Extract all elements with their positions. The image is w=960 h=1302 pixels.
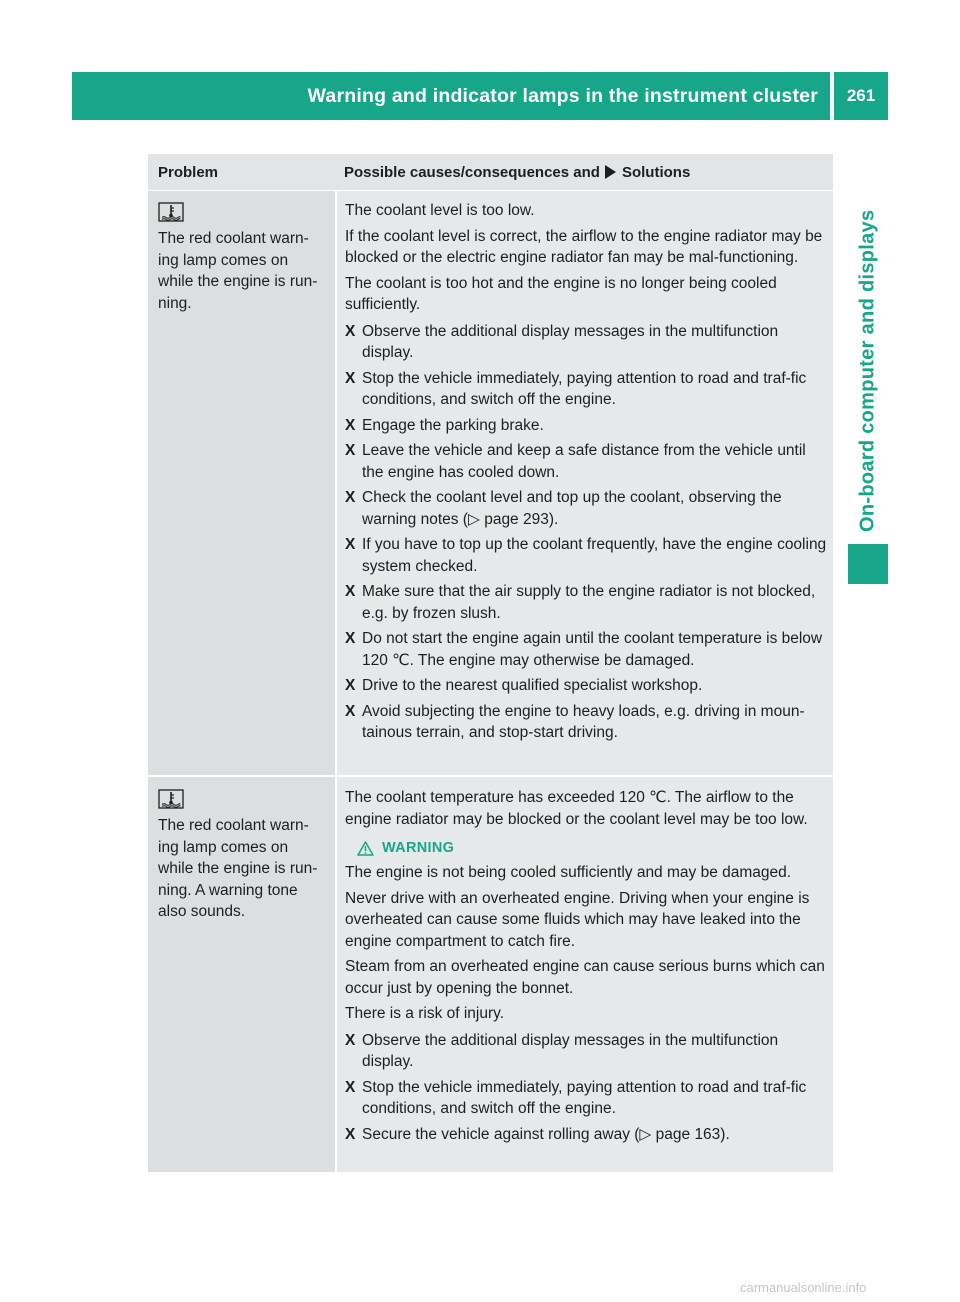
step-marker: X bbox=[345, 630, 356, 647]
step-text: Do not start the engine again until the coolant temperature is below 120 ℃. The engine may otherwise be damaged. bbox=[362, 630, 823, 669]
cause-text: The coolant temperature has exceeded 120 ℃. The airflow to the engine radiator may be blocked or the coolant level may be too low. bbox=[345, 789, 808, 828]
step-item bbox=[345, 368, 828, 411]
step-text: Engage the parking brake. bbox=[362, 416, 544, 434]
step-text: Stop the vehicle immediately, paying attention to road and traf-fic conditions, and switch off the engine. bbox=[362, 369, 807, 408]
step-marker: X bbox=[345, 369, 356, 387]
page-number: 261 bbox=[846, 86, 876, 105]
step-marker: X bbox=[345, 536, 356, 553]
step-item bbox=[345, 581, 828, 624]
problem-text: The red coolant warn- ing lamp comes on while the engine is run- ning. bbox=[158, 230, 318, 312]
column-header-solutions-post: Solutions bbox=[621, 163, 691, 181]
step-text: Secure the vehicle against rolling away (▷ page 163). bbox=[362, 1125, 730, 1143]
play-arrow-icon bbox=[605, 165, 616, 179]
step-marker: X bbox=[345, 489, 356, 506]
section-marker bbox=[848, 544, 888, 584]
step-marker: X bbox=[345, 1078, 356, 1096]
solutions-cell bbox=[337, 191, 833, 775]
step-item bbox=[345, 1124, 828, 1146]
problem-text: The red coolant warn- ing lamp comes on while the engine is run- ning. A warning tone also sounds. bbox=[158, 817, 318, 920]
step-item bbox=[345, 1030, 828, 1073]
table-header bbox=[148, 154, 833, 191]
step-item bbox=[345, 487, 828, 530]
page-header bbox=[72, 72, 888, 120]
column-header-solutions-pre: Possible causes/consequences and bbox=[344, 163, 600, 181]
warning-triangle-icon bbox=[357, 841, 374, 856]
step-item bbox=[345, 321, 828, 364]
cause-text: If the coolant level is correct, the airflow to the engine radiator may be blocked or the electric engine radiator fan may be mal-functioning. bbox=[345, 227, 823, 266]
step-item bbox=[345, 675, 828, 697]
problem-cell bbox=[148, 191, 335, 775]
watermark: carmanualsonline.info bbox=[740, 1280, 867, 1295]
step-marker: X bbox=[345, 583, 356, 600]
step-text: Drive to the nearest qualified specialist workshop. bbox=[362, 677, 703, 694]
problem-cell bbox=[148, 777, 335, 1172]
step-text: Observe the additional display messages in the multifunction display. bbox=[362, 1031, 779, 1070]
step-text: Make sure that the air supply to the engine radiator is not blocked, e.g. by frozen slush. bbox=[362, 583, 816, 622]
step-marker: X bbox=[345, 1125, 356, 1143]
warning-text: Steam from an overheated engine can cause serious burns which can occur just by opening the bonnet. bbox=[345, 958, 825, 997]
problem-solution-table bbox=[148, 154, 833, 1172]
page-title: Warning and indicator lamps in the instrument cluster bbox=[307, 84, 818, 107]
column-header-solutions bbox=[335, 154, 833, 190]
step-text: Stop the vehicle immediately, paying attention to road and traf-fic conditions, and switch off the engine. bbox=[362, 1078, 807, 1117]
step-marker: X bbox=[345, 322, 356, 340]
step-marker: X bbox=[345, 702, 356, 720]
warning-text: The engine is not being cooled sufficiently and may be damaged. bbox=[345, 864, 792, 881]
column-header-problem: Problem bbox=[158, 163, 219, 181]
step-item bbox=[345, 1077, 828, 1120]
step-item bbox=[345, 628, 828, 671]
solutions-cell bbox=[337, 777, 833, 1172]
warning-heading bbox=[357, 840, 828, 856]
step-item bbox=[345, 440, 828, 483]
step-item bbox=[345, 701, 828, 744]
step-text: Check the coolant level and top up the coolant, observing the warning notes (▷ page 293). bbox=[362, 489, 782, 528]
section-label: On-board computer and displays bbox=[856, 209, 879, 532]
step-item bbox=[345, 534, 828, 577]
step-item bbox=[345, 415, 828, 437]
coolant-temperature-icon bbox=[158, 789, 184, 809]
coolant-temperature-icon bbox=[158, 202, 184, 222]
table-row bbox=[148, 191, 833, 775]
step-text: Leave the vehicle and keep a safe distance from the vehicle until the engine has cooled down. bbox=[362, 442, 806, 481]
warning-label: WARNING bbox=[382, 840, 455, 856]
step-marker: X bbox=[345, 677, 356, 694]
cause-text: The coolant is too hot and the engine is no longer being cooled sufficiently. bbox=[345, 274, 777, 313]
step-marker: X bbox=[345, 416, 356, 434]
warning-text: There is a risk of injury. bbox=[345, 1005, 505, 1022]
warning-text: Never drive with an overheated engine. Driving when your engine is overheated can cause some fluids which may have leaked into the engine compartment to catch fire. bbox=[345, 889, 810, 950]
step-text: Observe the additional display messages in the multifunction display. bbox=[362, 322, 779, 361]
step-marker: X bbox=[345, 1031, 356, 1049]
step-marker: X bbox=[345, 442, 356, 459]
step-text: If you have to top up the coolant frequently, have the engine cooling system checked. bbox=[362, 536, 827, 575]
table-row bbox=[148, 775, 833, 1172]
step-text: Avoid subjecting the engine to heavy loads, e.g. driving in moun-tainous terrain, and stop-start driving. bbox=[362, 702, 805, 741]
cause-text: The coolant level is too low. bbox=[345, 202, 535, 219]
section-side-tab bbox=[848, 124, 888, 584]
